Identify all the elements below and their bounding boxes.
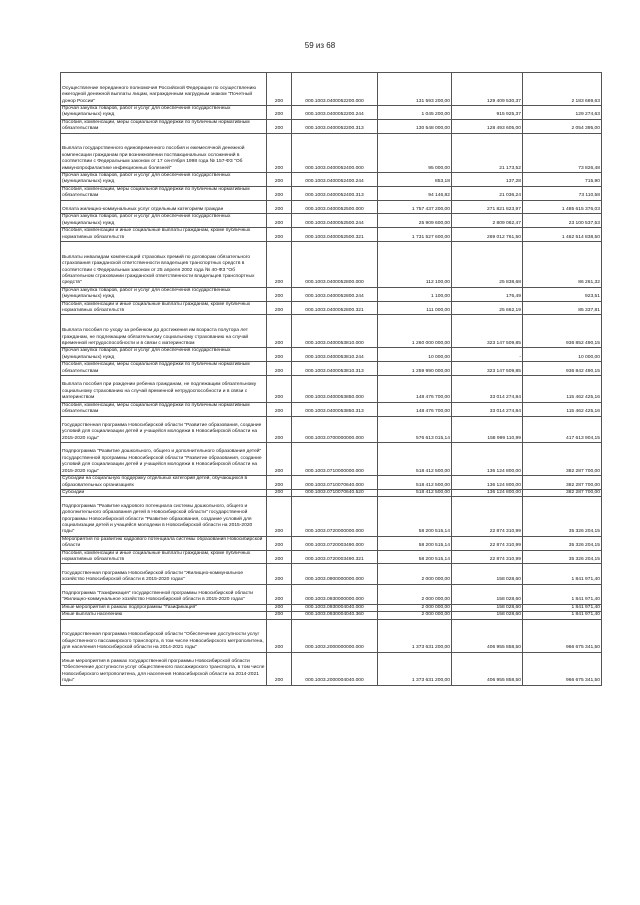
row-planned-amount-cell: 95 000,00: [378, 133, 452, 172]
row-executed-amount-cell: 158 028,60: [452, 604, 523, 611]
row-planned-amount-cell: 518 412 500,00: [378, 489, 452, 496]
row-budget-code-cell: 000.1003.0400052200.000: [292, 73, 378, 106]
row-class-code-cell: 200: [267, 612, 292, 619]
row-name-cell: Выплаты инвалидам компенсаций страховых премий по договорам обязательного страхования гражданской ответственности владельцев транспортных средств в соответствии с Федеральным законом от 25 апреля 2002 года № 40-ФЗ "Об обязательном страховании гражданской ответственности владельцев транспортных средств": [61, 242, 267, 288]
row-planned-amount-cell: 518 412 500,00: [378, 476, 452, 490]
row-executed-amount-cell: 25 838,68: [452, 242, 523, 288]
row-executed-amount-cell: 158 028,60: [452, 612, 523, 619]
table-row: [61, 348, 602, 362]
row-executed-amount-cell: 269 012 761,50: [452, 228, 523, 242]
row-name-cell: Пособия, компенсации и иные социальные выплаты гражданам, кроме публичных нормативных обязательств: [61, 228, 267, 242]
table-row: [61, 497, 602, 536]
row-remaining-amount-cell: 1 485 615 376,03: [523, 200, 602, 214]
row-class-code-cell: 200: [267, 652, 292, 685]
row-name-cell: Подпрограмма "Развитие дошкольного, общего и дополнительного образования детей" государственной программы Новосибирской области "Развитие образования, создание условий для социализации детей и учащейся молодежи в Новосибирской области на 2015-2020 годы": [61, 443, 267, 476]
row-executed-amount-cell: 2 809 062,47: [452, 214, 523, 228]
row-remaining-amount-cell: 417 613 904,15: [523, 416, 602, 443]
row-budget-code-cell: 000.1003.0710070640.520: [292, 489, 378, 496]
row-budget-code-cell: 000.1003.0400052500.000: [292, 200, 378, 214]
row-budget-code-cell: 000.1003.0400052200.244: [292, 106, 378, 120]
row-remaining-amount-cell: 86 261,32: [523, 242, 602, 288]
row-name-cell: Субсидии на социальную поддержку отдельных категорий детей, обучающихся в образовательных организациях: [61, 476, 267, 490]
row-executed-amount-cell: 136 124 800,00: [452, 476, 523, 490]
row-remaining-amount-cell: 1 841 971,40: [523, 584, 602, 604]
row-remaining-amount-cell: 129 274,63: [523, 106, 602, 120]
row-budget-code-cell: 000.1003.0720003490.321: [292, 550, 378, 564]
row-remaining-amount-cell: 115 462 425,16: [523, 402, 602, 416]
row-name-cell: Мероприятия по развитию кадрового потенциала системы образования Новосибирской области: [61, 536, 267, 550]
table-row: [61, 362, 602, 376]
row-name-cell: Выплата государственного единовременного пособия и ежемесячной денежной компенсации гражданам при возникновении поствакцинальных осложнений в соответствии с Федеральным законом от 17 сентября 1998 года № 157-ФЗ "Об иммунопрофилактике инфекционных болезней": [61, 133, 267, 172]
row-class-code-cell: 200: [267, 584, 292, 604]
row-planned-amount-cell: 1 373 631 200,00: [378, 619, 452, 652]
row-budget-code-cell: 000.1003.0400052200.313: [292, 119, 378, 133]
table-row: [61, 536, 602, 550]
row-planned-amount-cell: 1 045 200,00: [378, 106, 452, 120]
row-remaining-amount-cell: 936 852 490,15: [523, 315, 602, 348]
table-row: [61, 106, 602, 120]
row-budget-code-cell: 000.1003.0400052500.321: [292, 228, 378, 242]
row-remaining-amount-cell: 115 462 425,16: [523, 376, 602, 403]
row-remaining-amount-cell: 966 675 341,50: [523, 652, 602, 685]
row-class-code-cell: 200: [267, 214, 292, 228]
table-row: [61, 315, 602, 348]
row-remaining-amount-cell: 85 337,81: [523, 301, 602, 315]
table-row: [61, 612, 602, 619]
table-row: [61, 214, 602, 228]
table-row: [61, 133, 602, 172]
row-planned-amount-cell: 58 200 515,14: [378, 536, 452, 550]
table-row: [61, 119, 602, 133]
row-remaining-amount-cell: 73 110,58: [523, 186, 602, 200]
row-executed-amount-cell: 915 925,37: [452, 106, 523, 120]
row-class-code-cell: 200: [267, 73, 292, 106]
row-planned-amount-cell: 853,18: [378, 173, 452, 187]
row-executed-amount-cell: 129 409 530,37: [452, 73, 523, 106]
row-planned-amount-cell: 94 146,82: [378, 186, 452, 200]
table-row: [61, 443, 602, 476]
table-row: [61, 301, 602, 315]
table-row: [61, 584, 602, 604]
row-planned-amount-cell: 25 909 600,00: [378, 214, 452, 228]
row-name-cell: Пособия, компенсации и иные социальные выплаты гражданам, кроме публичных нормативных обязательств: [61, 550, 267, 564]
table-row: [61, 416, 602, 443]
row-remaining-amount-cell: 923,51: [523, 287, 602, 301]
row-remaining-amount-cell: 1 841 971,40: [523, 604, 602, 611]
row-class-code-cell: 200: [267, 106, 292, 120]
row-budget-code-cell: 000.1003.2000004040.000: [292, 652, 378, 685]
row-class-code-cell: 200: [267, 550, 292, 564]
row-budget-code-cell: 000.1003.0400052500.244: [292, 214, 378, 228]
row-executed-amount-cell: 25 662,19: [452, 301, 523, 315]
row-class-code-cell: 200: [267, 376, 292, 403]
row-name-cell: Подпрограмма "Развитие кадрового потенциала системы дошкольного, общего и дополнительного образования детей в Новосибирской области" государственной программы Новосибирской области "Развитие образования, создание условий для социализации детей и учащейся молодежи в Новосибирской области на 2015-2020 годы": [61, 497, 267, 536]
row-remaining-amount-cell: 2 183 669,63: [523, 73, 602, 106]
row-planned-amount-cell: 1 757 437 200,00: [378, 200, 452, 214]
row-planned-amount-cell: 2 000 000,00: [378, 604, 452, 611]
row-remaining-amount-cell: 35 326 204,15: [523, 536, 602, 550]
row-name-cell: Подпрограмма "Газификация" государственной программы Новосибирской области "Жилищно-коммунальное хозяйство Новосибирской области в 2015-2020 годах": [61, 584, 267, 604]
row-budget-code-cell: 000.1003.0400052400.000: [292, 133, 378, 172]
table-row: [61, 173, 602, 187]
table-row: [61, 564, 602, 584]
row-class-code-cell: 200: [267, 536, 292, 550]
row-remaining-amount-cell: 2 054 395,00: [523, 119, 602, 133]
table-row: [61, 186, 602, 200]
row-executed-amount-cell: 176,49: [452, 287, 523, 301]
row-executed-amount-cell: 128 493 605,00: [452, 119, 523, 133]
row-remaining-amount-cell: 936 842 490,15: [523, 362, 602, 376]
row-name-cell: Государственная программа Новосибирской области "Обеспечение доступности услуг общественного пассажирского транспорта, в том числе Новосибирского метрополитена, для населения Новосибирской области на 2014-2021 годы": [61, 619, 267, 652]
row-name-cell: Пособия, компенсации, меры социальной поддержки по публичным нормативным обязательствам: [61, 362, 267, 376]
row-executed-amount-cell: 136 124 800,00: [452, 489, 523, 496]
row-class-code-cell: 200: [267, 619, 292, 652]
row-budget-code-cell: 000.1003.0400052800.321: [292, 301, 378, 315]
row-budget-code-cell: 000.1003.0400053810.313: [292, 362, 378, 376]
row-budget-code-cell: 000.1003.0400052400.313: [292, 186, 378, 200]
row-class-code-cell: 200: [267, 287, 292, 301]
row-class-code-cell: 200: [267, 186, 292, 200]
row-name-cell: Пособия, компенсации и иные социальные выплаты гражданам, кроме публичных нормативных обязательств: [61, 301, 267, 315]
row-name-cell: Иные выплаты населению: [61, 612, 267, 619]
row-remaining-amount-cell: 10 000,00: [523, 348, 602, 362]
row-planned-amount-cell: 2 000 000,00: [378, 584, 452, 604]
row-executed-amount-cell: 33 014 274,84: [452, 376, 523, 403]
table-row: [61, 287, 602, 301]
table-row: [61, 489, 602, 496]
row-name-cell: Прочая закупка товаров, работ и услуг для обеспечения государственных (муниципальных) нужд: [61, 106, 267, 120]
row-executed-amount-cell: 158 028,60: [452, 584, 523, 604]
row-class-code-cell: 200: [267, 348, 292, 362]
table-row: [61, 228, 602, 242]
row-executed-amount-cell: 158 028,60: [452, 564, 523, 584]
row-class-code-cell: 200: [267, 489, 292, 496]
table-row: [61, 402, 602, 416]
row-remaining-amount-cell: 715,90: [523, 173, 602, 187]
row-planned-amount-cell: 10 000,00: [378, 348, 452, 362]
row-class-code-cell: 200: [267, 362, 292, 376]
row-budget-code-cell: 000.1003.0930000000.000: [292, 584, 378, 604]
row-class-code-cell: 200: [267, 416, 292, 443]
table-row: [61, 200, 602, 214]
row-budget-code-cell: 000.1003.0400052800.000: [292, 242, 378, 288]
row-name-cell: Иные мероприятия в рамках государственной программы Новосибирской области "Обеспечение доступности услуг общественного пассажирского транспорта, в том числе Новосибирского метрополитена, для населения Новосибирской области на 2014-2021 годы": [61, 652, 267, 685]
row-budget-code-cell: 000.1003.0930004040.000: [292, 604, 378, 611]
row-planned-amount-cell: 2 000 000,00: [378, 564, 452, 584]
row-planned-amount-cell: 2 000 000,00: [378, 612, 452, 619]
row-budget-code-cell: 000.1003.0710000000.000: [292, 443, 378, 476]
row-name-cell: Оплата жилищно-коммунальных услуг отдельным категориям граждан: [61, 200, 267, 214]
row-remaining-amount-cell: 1 841 971,40: [523, 564, 602, 584]
row-planned-amount-cell: 1 259 990 000,00: [378, 362, 452, 376]
row-remaining-amount-cell: 35 326 204,15: [523, 497, 602, 536]
row-class-code-cell: 200: [267, 133, 292, 172]
row-planned-amount-cell: 1 260 000 000,00: [378, 315, 452, 348]
row-name-cell: Пособия, компенсации, меры социальной поддержки по публичным нормативным обязательствам: [61, 402, 267, 416]
row-planned-amount-cell: 1 731 527 600,00: [378, 228, 452, 242]
row-executed-amount-cell: 137,28: [452, 173, 523, 187]
row-class-code-cell: 200: [267, 497, 292, 536]
row-class-code-cell: 200: [267, 476, 292, 490]
row-remaining-amount-cell: 23 100 537,53: [523, 214, 602, 228]
row-class-code-cell: 200: [267, 604, 292, 611]
row-name-cell: Выплата пособия при рождении ребенка гражданам, не подлежащим обязательному социальному страхованию на случай временной нетрудоспособности и в связи с материнством: [61, 376, 267, 403]
table-row: [61, 476, 602, 490]
row-name-cell: Пособия, компенсации, меры социальной поддержки по публичным нормативным обязательствам: [61, 186, 267, 200]
page-number: 59 из 68: [304, 41, 336, 50]
row-budget-code-cell: 000.1003.0400053850.000: [292, 376, 378, 403]
table-row: [61, 242, 602, 288]
row-budget-code-cell: 000.1003.0400052800.244: [292, 287, 378, 301]
row-name-cell: Иные мероприятия в рамках подпрограммы "Газификация": [61, 604, 267, 611]
row-budget-code-cell: 000.1003.0400053850.313: [292, 402, 378, 416]
row-class-code-cell: 200: [267, 315, 292, 348]
row-name-cell: Прочая закупка товаров, работ и услуг для обеспечения государственных (муниципальных) нужд: [61, 287, 267, 301]
row-remaining-amount-cell: 73 826,48: [523, 133, 602, 172]
row-executed-amount-cell: 323 147 509,85: [452, 362, 523, 376]
row-name-cell: Выплата пособия по уходу за ребенком до достижения им возраста полутора лет гражданам, не подлежащим обязательному социальному страхованию на случай временной нетрудоспособности и в связи с материнством: [61, 315, 267, 348]
row-budget-code-cell: 000.1003.0900000000.000: [292, 564, 378, 584]
row-planned-amount-cell: 112 100,00: [378, 242, 452, 288]
row-name-cell: Осуществление переданного полномочия Российской Федерации по осуществлению ежегодной денежной выплаты лицам, награжденным нагрудным знаком "Почетный донор России": [61, 73, 267, 106]
row-planned-amount-cell: 58 200 515,14: [378, 550, 452, 564]
row-budget-code-cell: 000.1003.0720003490.000: [292, 536, 378, 550]
row-remaining-amount-cell: 1 841 971,40: [523, 612, 602, 619]
row-budget-code-cell: 000.1003.0720000000.000: [292, 497, 378, 536]
row-class-code-cell: 200: [267, 119, 292, 133]
row-budget-code-cell: 000.1003.0710070640.000: [292, 476, 378, 490]
row-budget-code-cell: 000.1003.0400053810.000: [292, 315, 378, 348]
row-class-code-cell: 200: [267, 402, 292, 416]
row-executed-amount-cell: 136 124 800,00: [452, 443, 523, 476]
row-planned-amount-cell: 130 548 000,00: [378, 119, 452, 133]
row-executed-amount-cell: 323 147 509,85: [452, 315, 523, 348]
table-row: [61, 652, 602, 685]
row-budget-code-cell: 000.1003.0400053810.244: [292, 348, 378, 362]
row-class-code-cell: 200: [267, 228, 292, 242]
row-budget-code-cell: 000.1003.0700000000.000: [292, 416, 378, 443]
row-remaining-amount-cell: 382 287 700,00: [523, 443, 602, 476]
row-executed-amount-cell: 406 955 858,50: [452, 652, 523, 685]
table-row: [61, 604, 602, 611]
row-remaining-amount-cell: 966 675 341,50: [523, 619, 602, 652]
row-executed-amount-cell: 22 874 310,99: [452, 550, 523, 564]
row-class-code-cell: 200: [267, 443, 292, 476]
row-class-code-cell: 200: [267, 200, 292, 214]
row-remaining-amount-cell: 382 287 700,00: [523, 476, 602, 490]
row-remaining-amount-cell: 1 462 514 838,50: [523, 228, 602, 242]
budget-execution-table: [60, 72, 602, 686]
row-planned-amount-cell: 58 200 515,14: [378, 497, 452, 536]
table-row: [61, 376, 602, 403]
row-executed-amount-cell: 22 874 310,99: [452, 497, 523, 536]
row-planned-amount-cell: 1 100,00: [378, 287, 452, 301]
row-executed-amount-cell: 406 955 858,50: [452, 619, 523, 652]
row-class-code-cell: 200: [267, 173, 292, 187]
row-planned-amount-cell: 518 412 500,00: [378, 443, 452, 476]
row-planned-amount-cell: 148 476 700,00: [378, 402, 452, 416]
row-class-code-cell: 200: [267, 564, 292, 584]
row-executed-amount-cell: 21 036,24: [452, 186, 523, 200]
row-class-code-cell: 200: [267, 301, 292, 315]
row-name-cell: Пособия, компенсации, меры социальной поддержки по публичным нормативным обязательствам: [61, 119, 267, 133]
row-planned-amount-cell: 148 476 700,00: [378, 376, 452, 403]
row-budget-code-cell: 000.1003.0930004040.360: [292, 612, 378, 619]
row-name-cell: Прочая закупка товаров, работ и услуг для обеспечения государственных (муниципальных) нужд: [61, 214, 267, 228]
row-name-cell: Прочая закупка товаров, работ и услуг для обеспечения государственных (муниципальных) нужд: [61, 173, 267, 187]
row-remaining-amount-cell: 382 287 700,00: [523, 489, 602, 496]
row-planned-amount-cell: 111 000,00: [378, 301, 452, 315]
table-row: [61, 550, 602, 564]
table-row: [61, 73, 602, 106]
row-executed-amount-cell: 33 014 274,84: [452, 402, 523, 416]
row-planned-amount-cell: 1 373 631 200,00: [378, 652, 452, 685]
row-budget-code-cell: 000.1003.2000000000.000: [292, 619, 378, 652]
row-executed-amount-cell: 22 874 310,99: [452, 536, 523, 550]
row-budget-code-cell: 000.1003.0400052400.244: [292, 173, 378, 187]
row-planned-amount-cell: 576 613 015,14: [378, 416, 452, 443]
row-name-cell: Субсидии: [61, 489, 267, 496]
row-class-code-cell: 200: [267, 242, 292, 288]
row-name-cell: Государственная программа Новосибирской области "Развитие образования, создание условий для социализации детей и учащейся молодежи в Новосибирской области на 2015-2020 годы": [61, 416, 267, 443]
row-name-cell: Государственная программа Новосибирской области "Жилищно-коммунальное хозяйство Новосибирской области в 2015-2020 годах": [61, 564, 267, 584]
row-planned-amount-cell: 131 593 200,00: [378, 73, 452, 106]
row-executed-amount-cell: 158 999 110,99: [452, 416, 523, 443]
row-name-cell: Прочая закупка товаров, работ и услуг для обеспечения государственных (муниципальных) нужд: [61, 348, 267, 362]
row-executed-amount-cell: 271 821 823,97: [452, 200, 523, 214]
row-executed-amount-cell: 21 173,52: [452, 133, 523, 172]
row-remaining-amount-cell: 35 326 204,15: [523, 550, 602, 564]
row-executed-amount-cell: -: [452, 348, 523, 362]
table-row: [61, 619, 602, 652]
